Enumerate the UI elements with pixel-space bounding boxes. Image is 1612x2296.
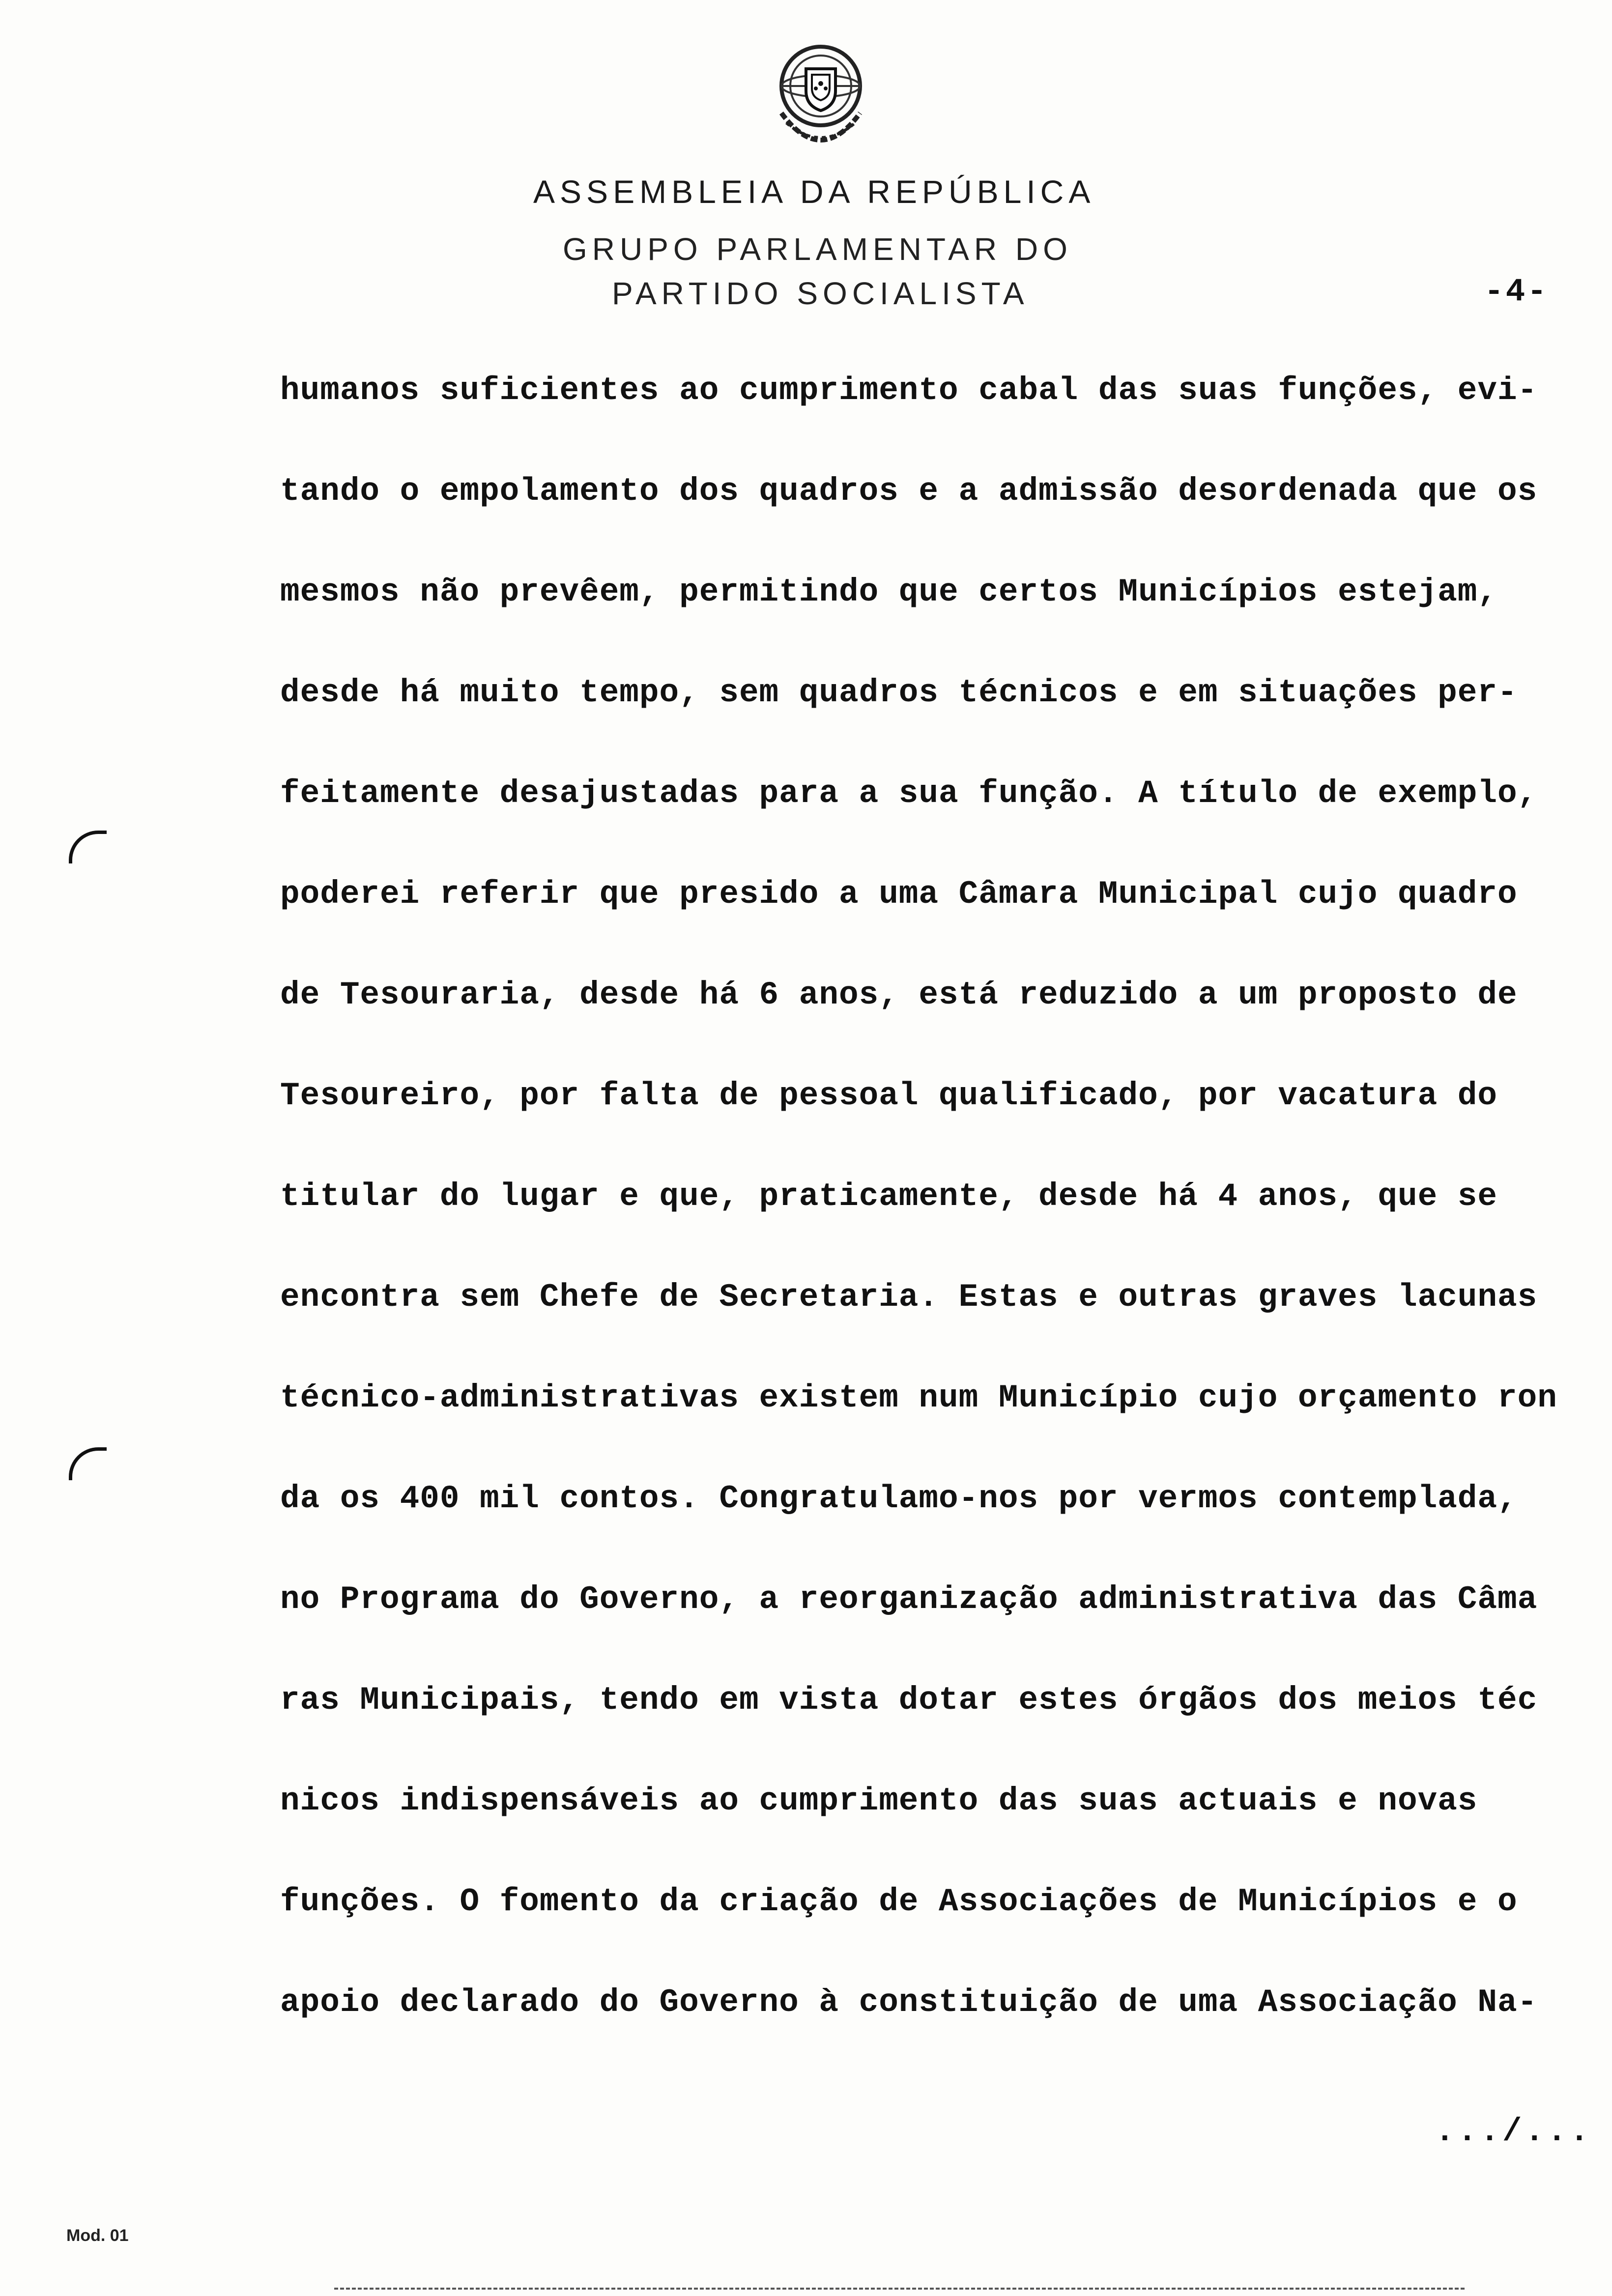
page-number: -4- (1484, 273, 1549, 310)
text-line: feitamente desajustadas para a sua função. A título de exemplo, (280, 775, 1538, 812)
institution-heading: ASSEMBLEIA DA REPÚBLICA (533, 173, 1095, 210)
text-line: de Tesouraria, desde há 6 anos, está reduzido a um proposto de (280, 976, 1518, 1013)
text-line: titular do lugar e que, praticamente, desde há 4 anos, que se (280, 1178, 1497, 1215)
text-line: no Programa do Governo, a reorganização administrativa das Câma (280, 1581, 1538, 1618)
body-text (280, 371, 1587, 2084)
continuation-mark: .../... (1435, 2113, 1592, 2150)
parliamentary-group-line: GRUPO PARLAMENTAR DO (563, 231, 1072, 267)
bottom-edge-rule (334, 2288, 1465, 2290)
margin-bracket-mark (69, 1447, 107, 1480)
text-line: ras Municipais, tendo em vista dotar estes órgãos dos meios téc (280, 1682, 1538, 1719)
text-line: humanos suficientes ao cumprimento cabal das suas funções, evi- (280, 372, 1538, 409)
text-line: Tesoureiro, por falta de pessoal qualificado, por vacatura do (280, 1077, 1497, 1114)
margin-bracket-mark (69, 831, 107, 863)
text-line: poderei referir que presido a uma Câmara Municipal cujo quadro (280, 876, 1518, 913)
coat-of-arms-emblem (767, 39, 875, 152)
text-line: desde há muito tempo, sem quadros técnicos e em situações per- (280, 674, 1518, 711)
text-line: da os 400 mil contos. Congratulamo-nos por vermos contemplada, (280, 1480, 1518, 1517)
text-line: encontra sem Chefe de Secretaria. Estas e outras graves lacunas (280, 1279, 1538, 1316)
text-line: tando o empolamento dos quadros e a admissão desordenada que os (280, 473, 1538, 510)
text-line: nicos indispensáveis ao cumprimento das suas actuais e novas (280, 1782, 1478, 1819)
text-line: técnico-administrativas existem num Município cujo orçamento ron (280, 1379, 1557, 1416)
text-line: funções. O fomento da criação de Associações de Municípios e o (280, 1883, 1518, 1920)
text-line: mesmos não prevêem, permitindo que certos Municípios estejam, (280, 574, 1497, 610)
form-model-label: Mod. 01 (66, 2226, 129, 2245)
text-line: apoio declarado do Governo à constituição de uma Associação Na- (280, 1984, 1538, 2021)
party-name-line: PARTIDO SOCIALISTA (612, 276, 1029, 311)
